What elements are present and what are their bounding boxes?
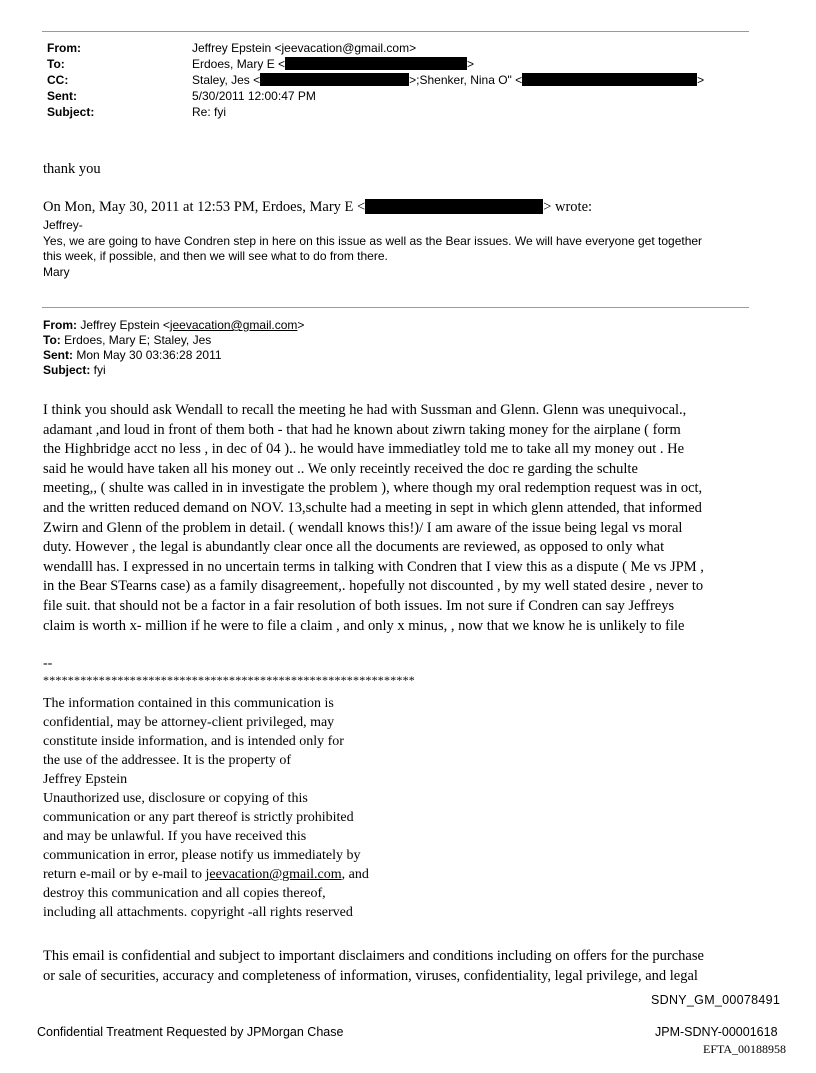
sent-label: Sent:	[47, 89, 77, 103]
body-line: in the Bear STearns case) as a family disagreement,. hopefully not discounted , by my well stated desire , never to	[43, 578, 704, 595]
quoted-greeting: Jeffrey-	[43, 218, 83, 232]
header-top-rule	[42, 31, 749, 32]
disclaimer-line: The information contained in this communication is	[43, 696, 334, 711]
quoted-line: Yes, we are going to have Condren step in here on this issue as well as the Bear issues. We will have everyone get together	[43, 233, 703, 248]
disclaimer-line: Unauthorized use, disclosure or copying of this	[43, 791, 308, 806]
to-close: >	[467, 57, 475, 71]
disclaimer-email-pre: return e-mail or by e-mail to	[43, 867, 206, 882]
redaction-bar	[260, 73, 409, 86]
body-line: I think you should ask Wendall to recall the meeting he had with Sussman and Glenn. Glenn was unequivocal.,	[43, 402, 687, 418]
cc-close: >	[697, 73, 705, 87]
disclaimer-line: constitute inside information, and is intended only for	[43, 734, 344, 749]
to-value	[192, 56, 474, 72]
quoted-signoff: Mary	[43, 264, 70, 279]
forward-rule	[42, 307, 749, 308]
body-line: Zwirn and Glenn of the problem in detail. ( wendall knows this!)/ I am aware of the issue being legal vs moral	[43, 519, 683, 536]
redaction-bar	[522, 73, 697, 86]
quoted-body	[43, 218, 702, 280]
fwd-to-value: Erdoes, Mary E; Staley, Jes	[60, 333, 212, 347]
disclaimer-line: communication in error, please notify us immediately by	[43, 848, 361, 863]
fwd-subject-label: Subject:	[43, 363, 91, 377]
body-line: meeting,, ( shulte was called in in investigate the problem ), where though my oral redemption request was in oct,	[43, 480, 703, 497]
confidential-treatment-stamp: Confidential Treatment Requested by JPMorgan Chase	[37, 1025, 344, 1039]
disclaimer-line: destroy this communication and all copies thereof,	[43, 886, 326, 901]
body-line: duty. However , the legal is abundantly clear once all the documents are reviewed, as opposed to only what	[43, 539, 665, 556]
disclaimer-line: communication or any part thereof is strictly prohibited	[43, 810, 354, 825]
to-name: Erdoes, Mary E <	[192, 57, 286, 71]
bates-stamp-gm: SDNY_GM_00078491	[651, 993, 781, 1007]
disclaimer-email-link[interactable]: jeevacation@gmail.com	[205, 867, 342, 882]
efta-stamp: EFTA_00188958	[703, 1042, 787, 1056]
to-label: To:	[47, 57, 65, 71]
fwd-sent-row	[43, 348, 304, 363]
footer-notice-line: or sale of securities, accuracy and completeness of information, viruses, confidentiality, legal privilege, and legal	[43, 968, 698, 984]
quoted-intro	[43, 199, 592, 216]
sent-value: 5/30/2011 12:00:47 PM	[192, 89, 316, 103]
subject-value: Re: fyi	[192, 105, 227, 119]
body-line: and the written reduced demand on NOV. 13,schulte had a meeting in sept in which glenn attended, that informed	[43, 499, 702, 516]
forwarded-header	[43, 318, 304, 378]
fwd-from-name: Jeffrey Epstein <	[77, 318, 170, 332]
signature-stars: ************************************************************	[43, 673, 415, 687]
disclaimer-line: including all attachments. copyright -all rights reserved	[43, 905, 353, 920]
body-line: adamant ,and loud in front of them both - that had he known about ziwrn taking money for the airplane ( form	[43, 421, 681, 438]
body-line: the Highbridge acct no less , in dec of 04 ).. he would have immediatley told me to take all my money out . He	[43, 441, 685, 458]
disclaimer	[43, 694, 369, 922]
signature-dashes: --	[43, 656, 53, 671]
cc-label: CC:	[47, 73, 69, 87]
quoted-intro-end: > wrote:	[543, 199, 593, 215]
fwd-subject-row	[43, 363, 304, 378]
message-body	[43, 401, 763, 636]
disclaimer-email-post: , and	[341, 867, 369, 882]
fwd-to-label: To:	[43, 333, 61, 347]
disclaimer-line: confidential, may be attorney-client privileged, may	[43, 715, 335, 730]
fwd-sent-label: Sent:	[43, 348, 73, 362]
quoted-intro-start: On Mon, May 30, 2011 at 12:53 PM, Erdoes, Mary E <	[43, 199, 366, 215]
body-line: said he would have taken all his money out .. We only receintly received the doc re garding the schulte	[43, 460, 638, 477]
body-line: wendalll has. I expressed in no uncertain terms in talking with Condren that I view this as a dispute ( Me vs JPM ,	[43, 558, 704, 575]
cc-value	[192, 72, 704, 88]
redaction-bar	[285, 57, 467, 70]
fwd-from-email-link[interactable]: jeevacation@gmail.com	[169, 318, 298, 332]
bates-stamp-jpm: JPM-SDNY-00001618	[655, 1025, 778, 1039]
disclaimer-email-line	[43, 865, 369, 884]
footer-notice	[43, 946, 704, 986]
fwd-from-row	[43, 318, 304, 333]
fwd-sent-value: Mon May 30 03:36:28 2011	[73, 348, 222, 362]
subject-label: Subject:	[47, 105, 95, 119]
fwd-subject-value: fyi	[90, 363, 106, 377]
disclaimer-line: Jeffrey Epstein	[43, 772, 128, 787]
body-line: file suit. that should not be a factor in a fair resolution of both issues. Im not sure if Condren can say Jeffreys	[43, 597, 675, 614]
from-value: Jeffrey Epstein <jeevacation@gmail.com>	[192, 41, 417, 55]
cc-mid: >;Shenker, Nina O" <	[409, 73, 523, 87]
disclaimer-line: and may be unlawful. If you have received this	[43, 829, 307, 844]
quoted-line: this week, if possible, and then we will see what to do from there.	[43, 249, 388, 263]
body-line: claim is worth x- million if he were to file a claim , and only x minus, , now that we know he is unlikely to file	[43, 617, 685, 634]
fwd-to-row	[43, 333, 304, 348]
fwd-from-label: From:	[43, 318, 77, 332]
from-label: From:	[47, 41, 81, 55]
reply-text: thank you	[43, 161, 101, 177]
disclaimer-line: the use of the addressee. It is the property of	[43, 753, 292, 768]
cc-name-staley: Staley, Jes <	[192, 73, 261, 87]
fwd-from-close: >	[297, 318, 305, 332]
redaction-bar	[365, 199, 543, 214]
footer-notice-line: This email is confidential and subject to important disclaimers and conditions including on offers for the purchase	[43, 948, 704, 964]
